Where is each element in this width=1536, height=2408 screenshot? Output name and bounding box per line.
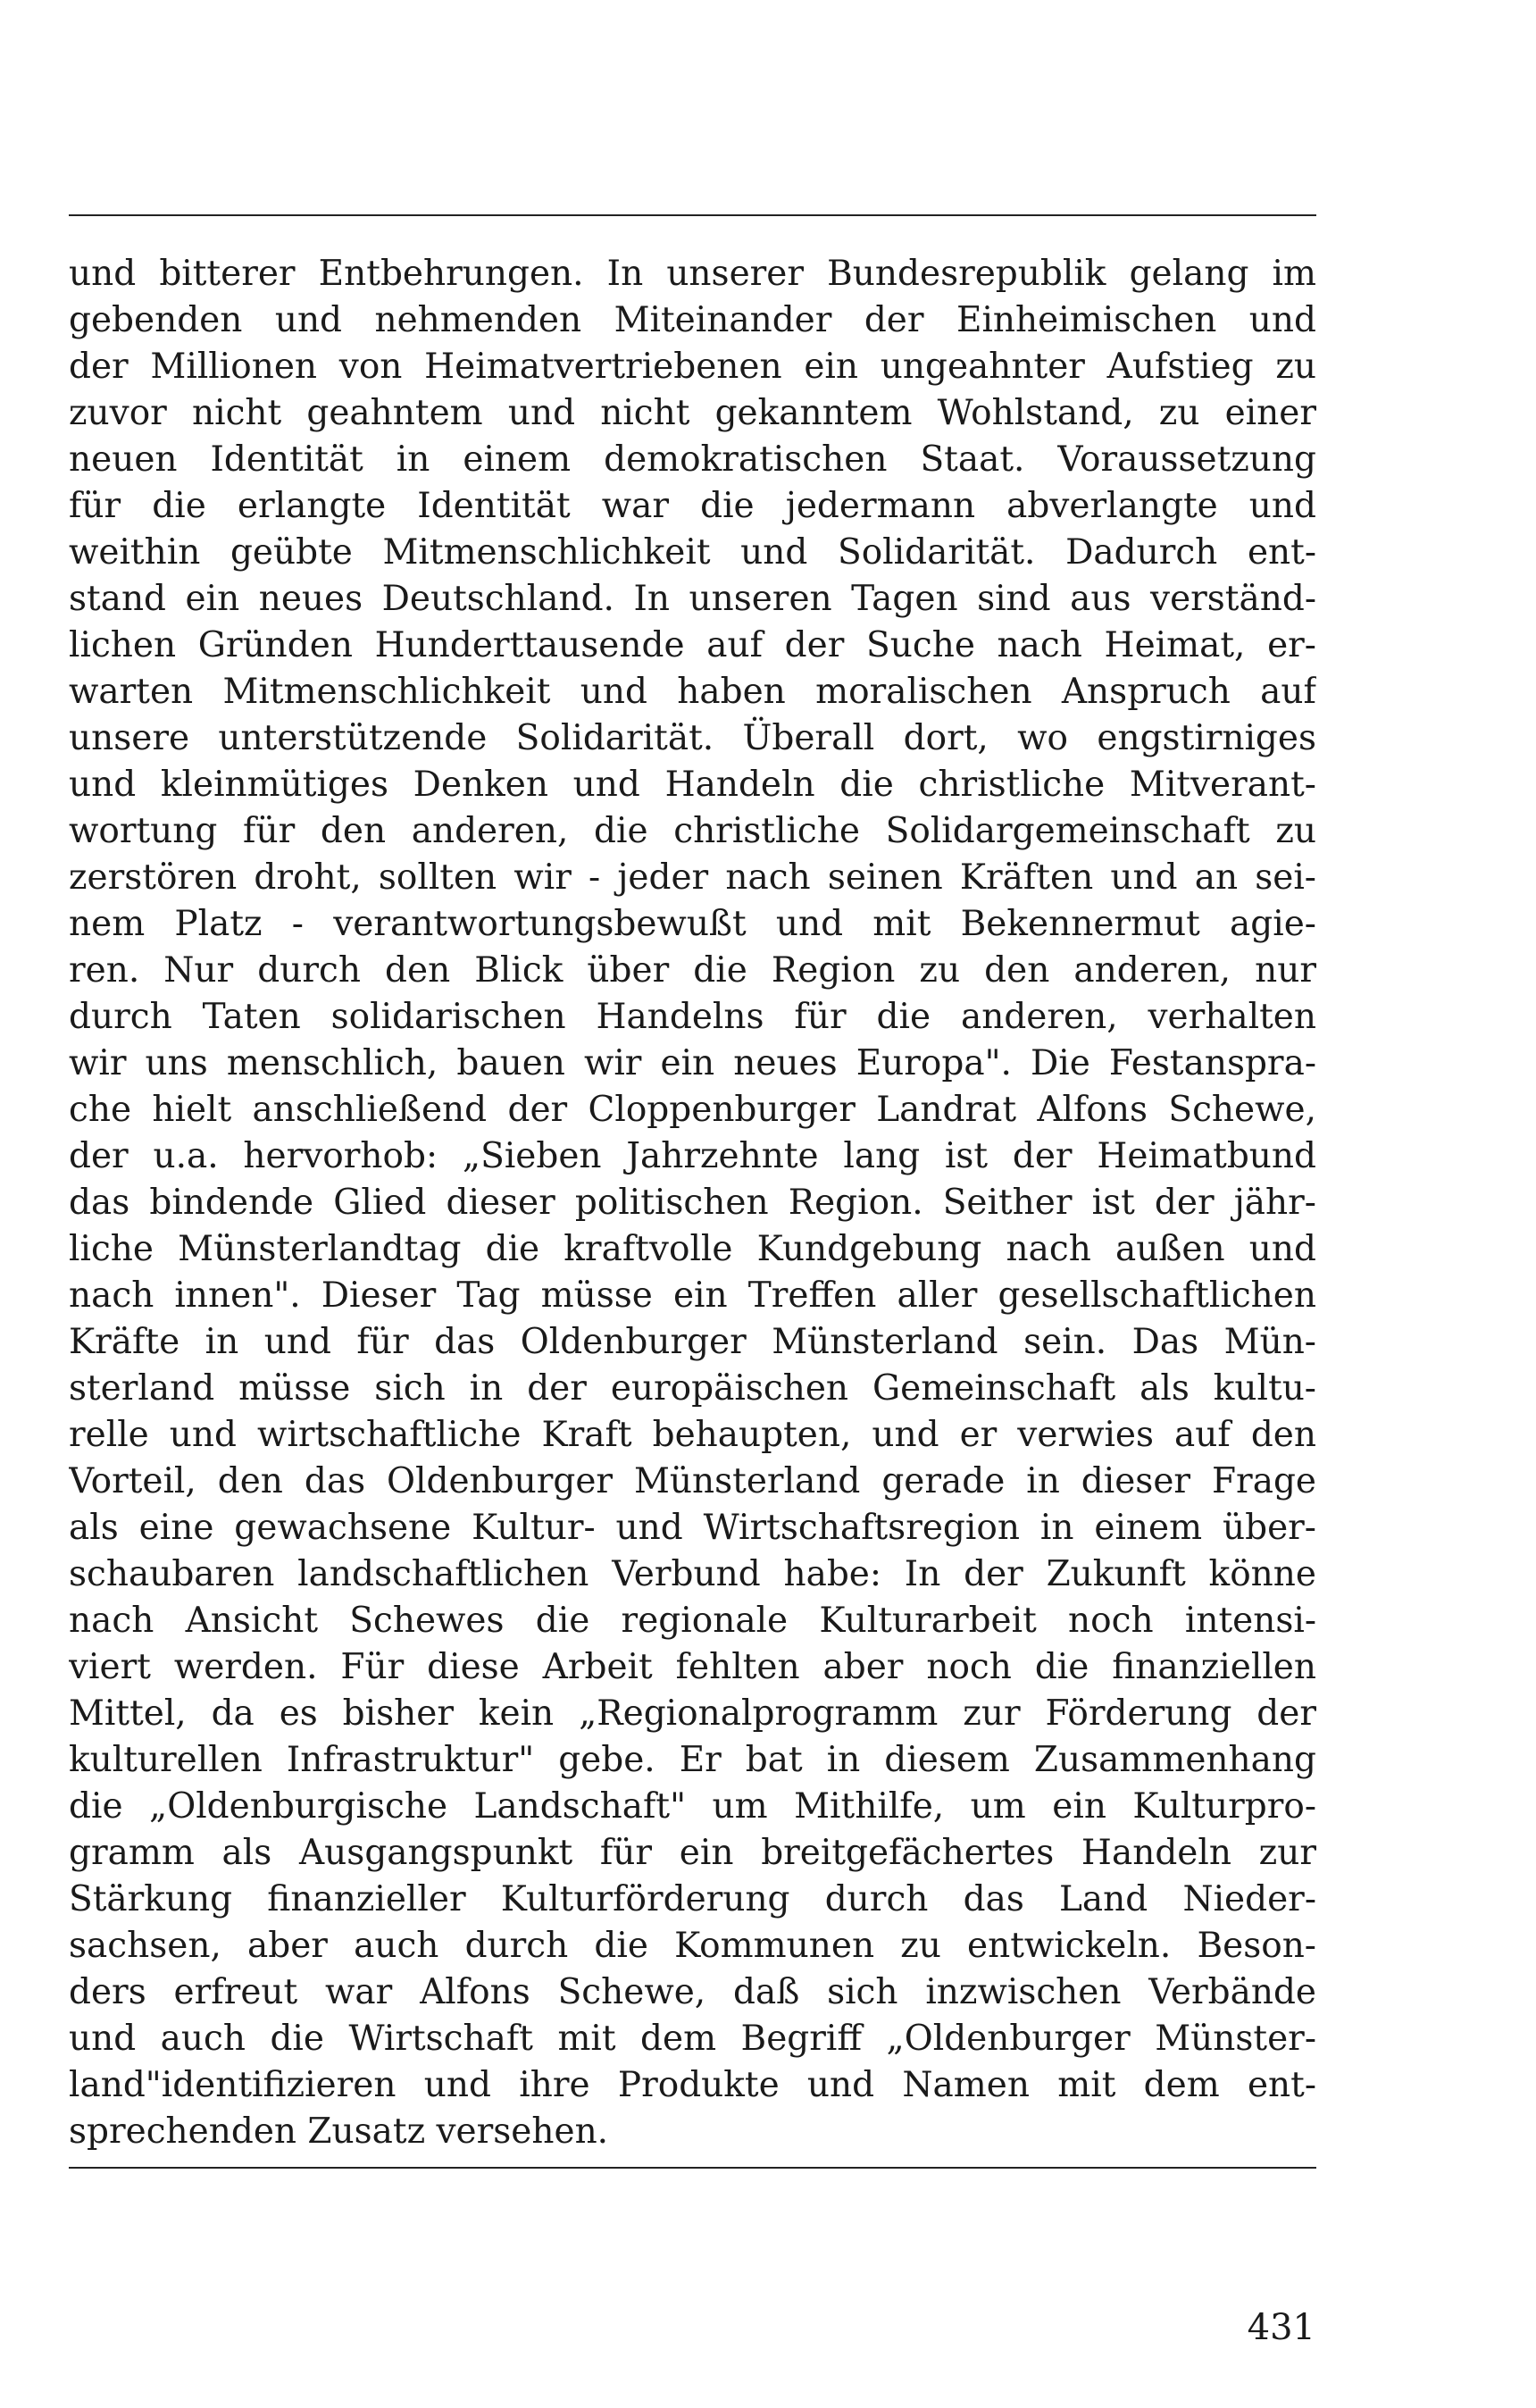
text-line: neuen Identität in einem demokratischen Staat. Voraussetzung [69, 439, 1316, 480]
text-line: viert werden. Für diese Arbeit fehlten aber noch die finanziellen [69, 1647, 1316, 1687]
text-line: gebenden und nehmenden Miteinander der Einheimischen und [69, 300, 1316, 340]
text-line: und bitterer Entbehrungen. In unserer Bundesrepublik gelang im [69, 254, 1316, 294]
text-line: zerstören droht, sollten wir - jeder nach seinen Kräften und an sei- [69, 857, 1316, 898]
text-line: gramm als Ausgangspunkt für ein breitgefächertes Handeln zur [69, 1833, 1316, 1873]
text-line: unsere unterstützende Solidarität. Überall dort, wo engstirniges [69, 718, 1316, 758]
text-line: für die erlangte Identität war die jedermann abverlangte und [69, 486, 1316, 526]
text-line: land"identifizieren und ihre Produkte und Namen mit dem ent- [69, 2065, 1316, 2105]
text-line: wortung für den anderen, die christliche Solidargemeinschaft zu [69, 811, 1316, 851]
text-line: als eine gewachsene Kultur- und Wirtschaftsregion in einem über- [69, 1508, 1316, 1548]
text-line: sachsen, aber auch durch die Kommunen zu entwickeln. Beson- [69, 1926, 1316, 1966]
text-line: ren. Nur durch den Blick über die Region zu den anderen, nur [69, 950, 1316, 991]
text-line: sterland müsse sich in der europäischen Gemeinschaft als kultu- [69, 1368, 1316, 1409]
text-line: liche Münsterlandtag die kraftvolle Kundgebung nach außen und [69, 1229, 1316, 1269]
text-line-last: sprechenden Zusatz versehen. [69, 2111, 609, 2152]
top-rule [69, 214, 1316, 216]
text-line: die „Oldenburgische Landschaft" um Mithilfe, um ein Kulturpro- [69, 1786, 1316, 1827]
text-line: durch Taten solidarischen Handelns für die anderen, verhalten [69, 997, 1316, 1037]
text-line: Vorteil, den das Oldenburger Münsterland gerade in dieser Frage [69, 1461, 1316, 1501]
text-line: der Millionen von Heimatvertriebenen ein ungeahnter Aufstieg zu [69, 347, 1316, 387]
text-line: der u.a. hervorhob: „Sieben Jahrzehnte lang ist der Heimatbund [69, 1136, 1316, 1176]
text-line: Mittel, da es bisher kein „Regionalprogramm zur Förderung der [69, 1693, 1316, 1734]
text-line: zuvor nicht geahntem und nicht gekanntem Wohlstand, zu einer [69, 393, 1316, 433]
text-line: kulturellen Infrastruktur" gebe. Er bat in diesem Zusammenhang [69, 1740, 1316, 1780]
body-text [69, 251, 1316, 2155]
text-line: relle und wirtschaftliche Kraft behaupten, und er verwies auf den [69, 1415, 1316, 1455]
text-line: das bindende Glied dieser politischen Region. Seither ist der jähr- [69, 1183, 1316, 1223]
text-line: und kleinmütiges Denken und Handeln die christliche Mitverant- [69, 765, 1316, 805]
text-line: warten Mitmenschlichkeit und haben moralischen Anspruch auf [69, 672, 1316, 712]
text-line: und auch die Wirtschaft mit dem Begriff „Oldenburger Münster- [69, 2019, 1316, 2059]
text-line: ders erfreut war Alfons Schewe, daß sich inzwischen Verbände [69, 1972, 1316, 2012]
text-line: weithin geübte Mitmenschlichkeit und Solidarität. Dadurch ent- [69, 532, 1316, 573]
text-line: schaubaren landschaftlichen Verbund habe: In der Zukunft könne [69, 1554, 1316, 1594]
text-line: lichen Gründen Hunderttausende auf der Suche nach Heimat, er- [69, 625, 1316, 665]
text-line: Kräfte in und für das Oldenburger Münsterland sein. Das Mün- [69, 1322, 1316, 1362]
text-line: nem Platz - verantwortungsbewußt und mit Bekennermut agie- [69, 904, 1316, 944]
text-line: stand ein neues Deutschland. In unseren Tagen sind aus verständ- [69, 579, 1316, 619]
bottom-rule [69, 2167, 1316, 2169]
text-line: nach Ansicht Schewes die regionale Kulturarbeit noch intensi- [69, 1601, 1316, 1641]
text-line: che hielt anschließend der Cloppenburger Landrat Alfons Schewe, [69, 1090, 1316, 1130]
text-line: Stärkung finanzieller Kulturförderung durch das Land Nieder- [69, 1879, 1316, 1919]
text-line: wir uns menschlich, bauen wir ein neues Europa". Die Festanspra- [69, 1043, 1316, 1083]
text-line: nach innen". Dieser Tag müsse ein Treffen aller gesellschaftlichen [69, 1275, 1316, 1316]
page-number: 431 [1247, 2307, 1315, 2348]
